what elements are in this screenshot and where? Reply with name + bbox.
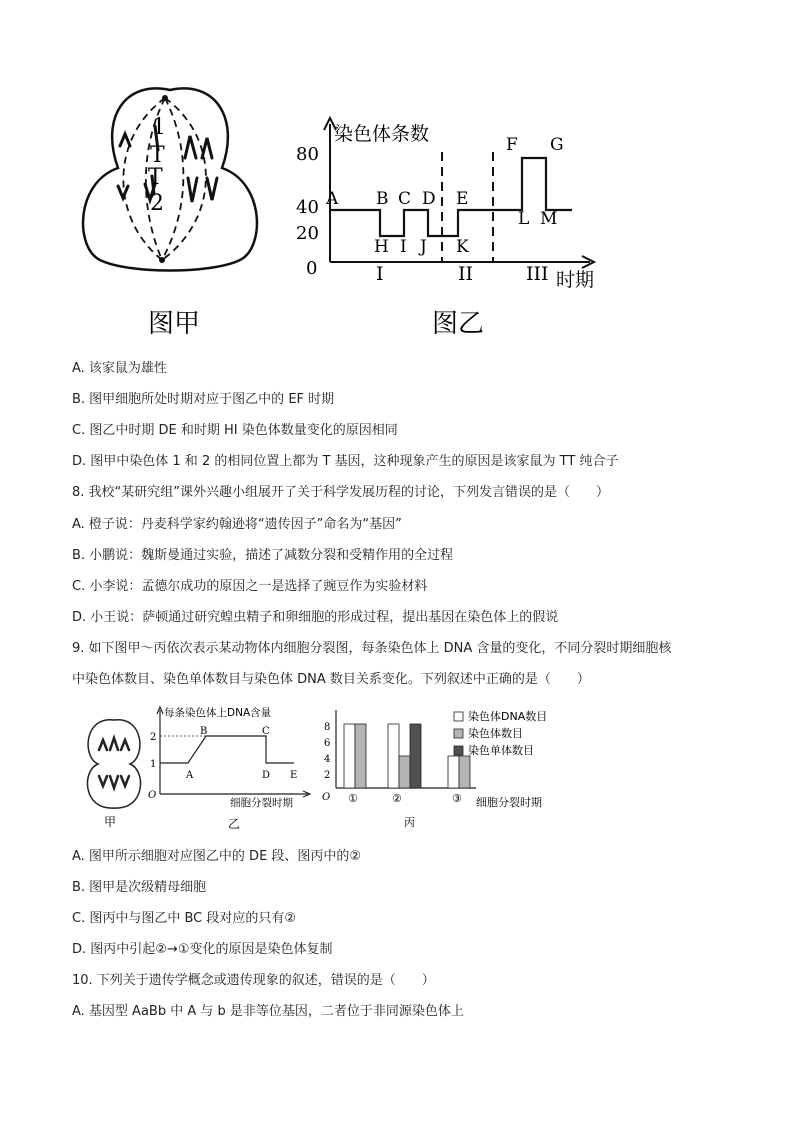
- bar-group-3-series-2: [459, 756, 470, 788]
- gene-label-t-upper: T: [150, 143, 165, 168]
- q9-figure-bing-chart: [318, 706, 558, 832]
- chromosomes: [99, 738, 129, 788]
- q9-figure-yi-caption: 乙: [228, 817, 241, 831]
- point-label-h: H: [374, 237, 389, 257]
- y-tick-80: 80: [296, 144, 319, 165]
- point-label-j: J: [420, 237, 427, 257]
- point-label-b: B: [376, 189, 389, 209]
- point-label-d: D: [422, 189, 436, 209]
- y-tick-8: 8: [324, 722, 331, 733]
- q8-option-b: B. 小鹏说：魏斯曼通过实验，描述了减数分裂和受精作用的全过程: [72, 548, 454, 563]
- y-tick-6: 6: [324, 738, 331, 749]
- y-tick-40: 40: [296, 197, 319, 218]
- q9-figure-bing-caption: 丙: [404, 816, 415, 829]
- y-tick-20: 20: [296, 223, 319, 244]
- cell-outline: [87, 720, 140, 808]
- q7-option-a: A. 该家鼠为雄性: [72, 361, 167, 376]
- bar-group-2-series-3: [410, 724, 421, 788]
- q7-option-c: C. 图乙中时期 DE 和时期 HI 染色体数量变化的原因相同: [72, 423, 398, 438]
- point-label-e: E: [290, 770, 298, 781]
- phase-label-3: III: [526, 263, 549, 285]
- figure-yi-caption: 图乙: [432, 309, 485, 339]
- chromosome-label-2: 2: [150, 191, 164, 216]
- q9-figure-yi-chart: [148, 704, 318, 832]
- point-label-b: B: [200, 726, 208, 737]
- bar-group-1-series-1: [344, 724, 355, 788]
- point-label-c: C: [398, 189, 412, 209]
- y-axis-title: 每条染色体上DNA含量: [164, 707, 272, 719]
- point-label-a: A: [186, 770, 194, 781]
- bar-group-3-series-1: [448, 756, 459, 788]
- q9-stem-line-1: 9. 如下图甲～丙依次表示某动物体内细胞分裂图，每条染色体上 DNA 含量的变化，不同分裂时期细胞核: [72, 641, 672, 656]
- q9-option-c: C. 图丙中与图乙中 BC 段对应的只有②: [72, 911, 297, 926]
- q10-option-a: A. 基因型 AaBb 中 A 与 b 是非等位基因，二者位于非同源染色体上: [72, 1004, 464, 1019]
- x-axis-title: 细胞分裂时期: [230, 797, 293, 809]
- q9-stem-line-2: 中染色体数目、染色单体数目与染色体 DNA 数目关系变化。下列叙述中正确的是（ ）: [72, 672, 590, 687]
- origin-label: O: [322, 792, 331, 803]
- q7-option-d: D. 图甲中染色体 1 和 2 的相同位置上都为 T 基因，这种现象产生的原因是该家鼠为 TT 纯合子: [72, 454, 619, 469]
- legend-label-dna: 染色体DNA数目: [468, 710, 548, 723]
- series-line-chromosome-count: [330, 158, 572, 236]
- y-tick-1: 1: [150, 759, 157, 770]
- point-label-i: I: [400, 237, 407, 257]
- category-label-2: ②: [392, 792, 402, 805]
- point-label-e: E: [456, 189, 469, 209]
- legend-label-chromatid: 染色单体数目: [468, 744, 534, 757]
- origin-label: O: [148, 790, 157, 801]
- point-label-k: K: [456, 237, 469, 257]
- bar-group-2-series-2: [399, 756, 410, 788]
- y-tick-2: 2: [150, 732, 157, 743]
- y-tick-2: 2: [324, 770, 331, 781]
- point-label-a: A: [326, 189, 339, 209]
- q9-option-d: D. 图丙中引起②→①变化的原因是染色体复制: [72, 942, 333, 957]
- category-label-3: ③: [452, 792, 462, 805]
- legend-label-chromosome: 染色体数目: [468, 727, 523, 740]
- point-label-g: G: [550, 135, 564, 155]
- series-line-dna-content: [160, 736, 294, 763]
- legend-swatch-chromatid: [454, 746, 463, 755]
- bar-group-2-series-1: [388, 724, 399, 788]
- q9-figure-jia-cell: [74, 712, 157, 832]
- figure-jia-caption: 图甲: [148, 309, 201, 339]
- point-label-m: M: [540, 209, 558, 229]
- category-label-1: ①: [348, 792, 358, 805]
- chromosome-label-1: 1: [152, 115, 166, 140]
- q8-stem: 8. 我校“某研究组”课外兴趣小组展开了关于科学发展历程的讨论，下列发言错误的是（ ）: [72, 485, 610, 500]
- q8-option-d: D. 小王说：萨顿通过研究蝗虫精子和卵细胞的形成过程，提出基因在染色体上的假说: [72, 610, 559, 625]
- x-axis-title: 细胞分裂时期: [476, 796, 542, 809]
- phase-label-2: II: [458, 263, 474, 285]
- q9-figure-jia-caption: 甲: [104, 815, 117, 829]
- legend-swatch-dna: [454, 712, 463, 721]
- q9-option-a: A. 图甲所示细胞对应图乙中的 DE 段、图丙中的②: [72, 849, 362, 864]
- point-label-f: F: [506, 135, 518, 155]
- figure-yi-chart: [290, 112, 620, 348]
- point-label-l: L: [518, 209, 530, 229]
- point-label-c: C: [262, 726, 270, 737]
- legend-swatch-chromosome: [454, 729, 463, 738]
- q7-option-b: B. 图甲细胞所处时期对应于图乙中的 EF 时期: [72, 392, 335, 407]
- legend: [454, 709, 547, 757]
- x-axis-title: 时期: [556, 269, 595, 291]
- gene-label-t-lower: T: [148, 165, 163, 190]
- y-tick-0: 0: [306, 258, 318, 279]
- y-tick-4: 4: [324, 754, 331, 765]
- phase-label-1: I: [376, 263, 384, 285]
- q10-stem: 10. 下列关于遗传学概念或遗传现象的叙述，错误的是（ ）: [72, 973, 435, 988]
- y-axis-title: 染色体条数: [334, 123, 430, 145]
- q9-option-b: B. 图甲是次级精母细胞: [72, 880, 207, 895]
- bar-group-1-series-2: [355, 724, 366, 788]
- figure-jia-cell-diagram: [70, 78, 270, 348]
- point-label-d: D: [262, 770, 271, 781]
- q8-option-a: A. 橙子说：丹麦科学家约翰逊将“遗传因子”命名为“基因”: [72, 517, 402, 532]
- q8-option-c: C. 小李说：孟德尔成功的原因之一是选择了豌豆作为实验材料: [72, 579, 428, 594]
